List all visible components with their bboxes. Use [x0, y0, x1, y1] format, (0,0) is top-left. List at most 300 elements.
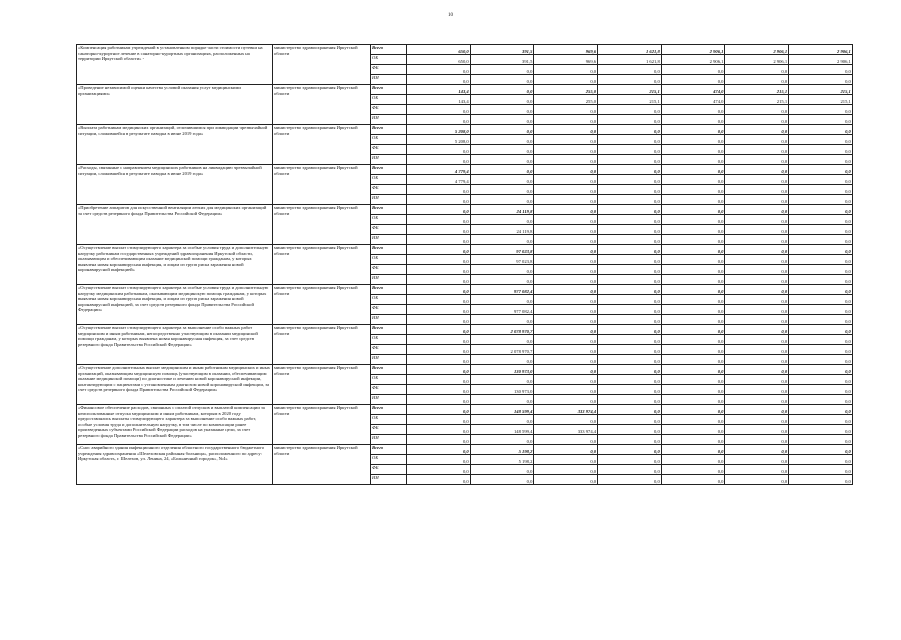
- value-cell: 0,0: [725, 475, 789, 485]
- value-cell: 130 973,0: [470, 365, 534, 375]
- value-cell: 0,0: [534, 295, 598, 305]
- value-cell: 0,0: [470, 155, 534, 165]
- value-cell: 0,0: [407, 465, 471, 475]
- value-cell: 0,0: [407, 115, 471, 125]
- value-cell: 0,0: [407, 215, 471, 225]
- activity-description: «Снос аварийного здания инфекционного отделения областного государственного бюджетного учреждения здравоохранения «Шелеховская районная больница», расположенного по адресу: Иркутская область, г. Шелехов, ул. Ленина, 24, «Больничный городок», №4»: [77, 445, 273, 485]
- activity-description: «Осуществление выплат стимулирующего характера за выполнение особо важных работ медицинским и иным работникам, непосредственно участвующим в оказании медицинской помощи гражданам, у которых выявлена новая коронавирусная инфекция, за счет средств резервного фонда Правительства Российской Федерации»: [77, 325, 273, 365]
- value-cell: 977 082,4: [470, 305, 534, 315]
- value-cell: 0,0: [725, 145, 789, 155]
- value-cell: 0,0: [470, 335, 534, 345]
- value-cell: 0,0: [470, 295, 534, 305]
- value-cell: 0,0: [789, 115, 853, 125]
- value-cell: 0,0: [470, 125, 534, 135]
- value-cell: 0,0: [534, 145, 598, 155]
- value-cell: 0,0: [534, 165, 598, 175]
- value-cell: 391,5: [470, 45, 534, 55]
- funding-source-cell: ИИ: [371, 155, 407, 165]
- value-cell: 0,0: [725, 215, 789, 225]
- value-cell: 0,0: [407, 245, 471, 255]
- value-cell: 0,0: [407, 285, 471, 295]
- value-cell: 0,0: [534, 395, 598, 405]
- value-cell: 0,0: [407, 305, 471, 315]
- value-cell: 0,0: [725, 305, 789, 315]
- value-cell: 0,0: [534, 265, 598, 275]
- value-cell: 0,0: [789, 155, 853, 165]
- value-cell: 0,0: [789, 355, 853, 365]
- funding-source-cell: ОБ: [371, 135, 407, 145]
- value-cell: 0,0: [598, 105, 662, 115]
- value-cell: 0,0: [725, 445, 789, 455]
- value-cell: 2 906,1: [725, 55, 789, 65]
- value-cell: 0,0: [725, 365, 789, 375]
- value-cell: 0,0: [725, 175, 789, 185]
- value-cell: 0,0: [598, 475, 662, 485]
- value-cell: 0,0: [470, 375, 534, 385]
- value-cell: 0,0: [407, 295, 471, 305]
- activity-description: «Проведение независимой оценки качества условий оказания услуг медицинскими организациями»: [77, 85, 273, 125]
- value-cell: 1 621,8: [598, 55, 662, 65]
- value-cell: 0,0: [534, 135, 598, 145]
- value-cell: 0,0: [598, 235, 662, 245]
- value-cell: 0,0: [789, 305, 853, 315]
- value-cell: 0,0: [407, 265, 471, 275]
- value-cell: 0,0: [598, 425, 662, 435]
- value-cell: 5 208,0: [407, 125, 471, 135]
- value-cell: 0,0: [661, 435, 725, 445]
- value-cell: 0,0: [470, 355, 534, 365]
- value-cell: 0,0: [598, 215, 662, 225]
- value-cell: 0,0: [789, 445, 853, 455]
- value-cell: 0,0: [598, 365, 662, 375]
- value-cell: 0,0: [598, 75, 662, 85]
- value-cell: 0,0: [534, 345, 598, 355]
- value-cell: 0,0: [661, 145, 725, 155]
- value-cell: 0,0: [661, 345, 725, 355]
- value-cell: 0,0: [789, 425, 853, 435]
- value-cell: 0,0: [661, 445, 725, 455]
- funding-source-cell: Всего: [371, 85, 407, 95]
- value-cell: 0,0: [725, 245, 789, 255]
- page-number: 10: [448, 13, 453, 18]
- value-cell: 0,0: [407, 455, 471, 465]
- value-cell: 0,0: [470, 475, 534, 485]
- funding-source-cell: ИИ: [371, 355, 407, 365]
- value-cell: 0,0: [470, 235, 534, 245]
- value-cell: 0,0: [661, 375, 725, 385]
- value-cell: 2 906,1: [661, 55, 725, 65]
- value-cell: 0,0: [407, 325, 471, 335]
- value-cell: 0,0: [725, 205, 789, 215]
- value-cell: 0,0: [789, 105, 853, 115]
- value-cell: 0,0: [470, 395, 534, 405]
- funding-source-cell: ИИ: [371, 275, 407, 285]
- funding-source-cell: ОБ: [371, 175, 407, 185]
- value-cell: 0,0: [789, 135, 853, 145]
- value-cell: 0,0: [661, 235, 725, 245]
- value-cell: 0,0: [534, 245, 598, 255]
- value-cell: 97 023,8: [470, 245, 534, 255]
- value-cell: 0,0: [661, 365, 725, 375]
- value-cell: 255,0: [534, 95, 598, 105]
- value-cell: 0,0: [470, 115, 534, 125]
- value-cell: 0,0: [407, 415, 471, 425]
- funding-source-cell: ИИ: [371, 195, 407, 205]
- value-cell: 2 078 970,7: [470, 325, 534, 335]
- value-cell: 0,0: [534, 305, 598, 315]
- value-cell: 0,0: [470, 145, 534, 155]
- executor-cell: министерство здравоохранения Иркутской области: [273, 165, 371, 205]
- activity-description: «Выплата работникам медицинских организаций, отличившимся при ликвидации чрезвычайной ситуации, сложившейся в результате паводка в июне 2019 года»: [77, 125, 273, 165]
- value-cell: 0,0: [534, 235, 598, 245]
- value-cell: 0,0: [789, 375, 853, 385]
- value-cell: 0,0: [598, 145, 662, 155]
- value-cell: 0,0: [598, 265, 662, 275]
- value-cell: 148 599,4: [470, 405, 534, 415]
- value-cell: 0,0: [725, 325, 789, 335]
- value-cell: 0,0: [407, 425, 471, 435]
- value-cell: 0,0: [789, 475, 853, 485]
- value-cell: 0,0: [661, 185, 725, 195]
- value-cell: 0,0: [789, 365, 853, 375]
- executor-cell: министерство здравоохранения Иркутской области: [273, 445, 371, 485]
- value-cell: 0,0: [789, 145, 853, 155]
- value-cell: 0,0: [470, 185, 534, 195]
- value-cell: 0,0: [725, 315, 789, 325]
- value-cell: 0,0: [470, 135, 534, 145]
- value-cell: 0,0: [661, 405, 725, 415]
- value-cell: 0,0: [598, 65, 662, 75]
- value-cell: 0,0: [789, 435, 853, 445]
- value-cell: 0,0: [598, 415, 662, 425]
- funding-source-cell: Всего: [371, 325, 407, 335]
- value-cell: 0,0: [534, 175, 598, 185]
- value-cell: 0,0: [789, 465, 853, 475]
- value-cell: 215,1: [789, 85, 853, 95]
- value-cell: 0,0: [789, 175, 853, 185]
- value-cell: 0,0: [407, 385, 471, 395]
- value-cell: 0,0: [534, 115, 598, 125]
- value-cell: 0,0: [789, 315, 853, 325]
- value-cell: 0,0: [470, 315, 534, 325]
- funding-source-cell: ФБ: [371, 185, 407, 195]
- value-cell: 0,0: [725, 415, 789, 425]
- value-cell: 0,0: [598, 165, 662, 175]
- value-cell: 0,0: [598, 245, 662, 255]
- table-row: [77, 85, 853, 95]
- value-cell: 0,0: [661, 265, 725, 275]
- table-row: [77, 405, 853, 415]
- value-cell: 0,0: [598, 185, 662, 195]
- value-cell: 0,0: [789, 285, 853, 295]
- value-cell: 0,0: [725, 115, 789, 125]
- value-cell: 0,0: [534, 185, 598, 195]
- value-cell: 0,0: [407, 375, 471, 385]
- value-cell: 0,0: [534, 155, 598, 165]
- activity-description: «Финансовое обеспечение расходов, связанных с оплатой отпусков и выплатой компенсации за неиспользованные отпуска медицинским и иным работникам, которым в 2020 году предоставлялись выплаты стимулирующего характера за выполнение особо важных работ, особые условия труда и дополнительную нагрузку, в том числе по компенсации ранее произведенных субъектами Российской Федерации расходов на указанные цели, за счет резервного фонда Правительства Российской Федерации»: [77, 405, 273, 445]
- value-cell: 0,0: [407, 435, 471, 445]
- value-cell: 0,0: [661, 205, 725, 215]
- value-cell: 474,0: [661, 85, 725, 95]
- value-cell: 977 082,4: [470, 285, 534, 295]
- executor-cell: министерство здравоохранения Иркутской области: [273, 45, 371, 85]
- value-cell: 0,0: [598, 345, 662, 355]
- value-cell: 4 779,4: [407, 175, 471, 185]
- table-row: [77, 285, 853, 295]
- value-cell: 0,0: [534, 435, 598, 445]
- funding-source-cell: ФБ: [371, 425, 407, 435]
- activity-description: «Расходы, связанные с направлением медицинских работников на ликвидацию чрезвычайной ситуации, сложившейся в результате паводка в июне 2019 года»: [77, 165, 273, 205]
- value-cell: 0,0: [661, 295, 725, 305]
- value-cell: 0,0: [470, 435, 534, 445]
- table-row: [77, 205, 853, 215]
- value-cell: 0,0: [725, 75, 789, 85]
- value-cell: 0,0: [470, 195, 534, 205]
- value-cell: 0,0: [470, 175, 534, 185]
- value-cell: 0,0: [725, 425, 789, 435]
- table-row: [77, 245, 853, 255]
- value-cell: 143,4: [407, 95, 471, 105]
- value-cell: 0,0: [407, 185, 471, 195]
- value-cell: 0,0: [789, 265, 853, 275]
- value-cell: 969,6: [534, 45, 598, 55]
- value-cell: 0,0: [598, 465, 662, 475]
- executor-cell: министерство здравоохранения Иркутской области: [273, 85, 371, 125]
- funding-source-cell: ИИ: [371, 75, 407, 85]
- value-cell: 0,0: [598, 325, 662, 335]
- funding-source-cell: Всего: [371, 165, 407, 175]
- value-cell: 391,5: [470, 55, 534, 65]
- value-cell: 0,0: [407, 65, 471, 75]
- value-cell: 0,0: [470, 105, 534, 115]
- value-cell: 0,0: [598, 395, 662, 405]
- value-cell: 0,0: [598, 435, 662, 445]
- table-body: [77, 45, 853, 485]
- value-cell: 0,0: [407, 145, 471, 155]
- value-cell: 969,6: [534, 55, 598, 65]
- value-cell: 0,0: [725, 345, 789, 355]
- value-cell: 0,0: [407, 205, 471, 215]
- value-cell: 0,0: [661, 275, 725, 285]
- value-cell: 24 119,8: [470, 225, 534, 235]
- value-cell: 0,0: [789, 325, 853, 335]
- value-cell: 0,0: [534, 365, 598, 375]
- value-cell: 0,0: [725, 435, 789, 445]
- funding-source-cell: ФБ: [371, 265, 407, 275]
- value-cell: 0,0: [407, 445, 471, 455]
- value-cell: 0,0: [789, 345, 853, 355]
- value-cell: 0,0: [534, 325, 598, 335]
- value-cell: 215,1: [725, 95, 789, 105]
- funding-source-cell: ФБ: [371, 225, 407, 235]
- value-cell: 0,0: [661, 245, 725, 255]
- value-cell: 0,0: [725, 265, 789, 275]
- value-cell: 2 906,1: [789, 45, 853, 55]
- value-cell: 0,0: [534, 75, 598, 85]
- value-cell: 0,0: [789, 395, 853, 405]
- value-cell: 0,0: [407, 365, 471, 375]
- value-cell: 0,0: [598, 305, 662, 315]
- value-cell: 5 208,0: [407, 135, 471, 145]
- value-cell: 0,0: [789, 235, 853, 245]
- value-cell: 0,0: [661, 135, 725, 145]
- value-cell: 0,0: [725, 185, 789, 195]
- value-cell: 0,0: [661, 325, 725, 335]
- value-cell: 0,0: [470, 85, 534, 95]
- value-cell: 0,0: [725, 135, 789, 145]
- funding-source-cell: ИИ: [371, 475, 407, 485]
- value-cell: 474,0: [661, 95, 725, 105]
- value-cell: 0,0: [661, 195, 725, 205]
- funding-source-cell: ФБ: [371, 385, 407, 395]
- table-row: [77, 165, 853, 175]
- funding-source-cell: ОБ: [371, 55, 407, 65]
- funding-source-cell: ОБ: [371, 455, 407, 465]
- value-cell: 0,0: [725, 335, 789, 345]
- executor-cell: министерство здравоохранения Иркутской области: [273, 365, 371, 405]
- value-cell: 0,0: [725, 385, 789, 395]
- executor-cell: министерство здравоохранения Иркутской области: [273, 205, 371, 245]
- value-cell: 0,0: [534, 335, 598, 345]
- value-cell: 0,0: [598, 385, 662, 395]
- value-cell: 0,0: [470, 465, 534, 475]
- value-cell: 0,0: [534, 385, 598, 395]
- value-cell: 0,0: [407, 255, 471, 265]
- value-cell: 0,0: [598, 175, 662, 185]
- value-cell: 0,0: [598, 455, 662, 465]
- funding-source-cell: Всего: [371, 365, 407, 375]
- value-cell: 0,0: [598, 445, 662, 455]
- value-cell: 0,0: [725, 455, 789, 465]
- table-row: [77, 365, 853, 375]
- value-cell: 0,0: [470, 215, 534, 225]
- funding-source-cell: Всего: [371, 205, 407, 215]
- value-cell: 0,0: [534, 125, 598, 135]
- value-cell: 0,0: [789, 295, 853, 305]
- value-cell: 0,0: [534, 455, 598, 465]
- value-cell: 0,0: [725, 275, 789, 285]
- value-cell: 143,4: [407, 85, 471, 95]
- funding-source-cell: ФБ: [371, 465, 407, 475]
- value-cell: 0,0: [661, 355, 725, 365]
- funding-source-cell: ОБ: [371, 295, 407, 305]
- funding-source-cell: ФБ: [371, 345, 407, 355]
- value-cell: 148 599,4: [470, 425, 534, 435]
- value-cell: 0,0: [661, 115, 725, 125]
- value-cell: 0,0: [598, 135, 662, 145]
- value-cell: 0,0: [470, 165, 534, 175]
- value-cell: 0,0: [470, 65, 534, 75]
- value-cell: 0,0: [470, 275, 534, 285]
- value-cell: 0,0: [725, 105, 789, 115]
- value-cell: 0,0: [598, 405, 662, 415]
- value-cell: 0,0: [598, 155, 662, 165]
- value-cell: 0,0: [789, 215, 853, 225]
- value-cell: 0,0: [534, 195, 598, 205]
- value-cell: 0,0: [789, 65, 853, 75]
- value-cell: 0,0: [725, 355, 789, 365]
- value-cell: 0,0: [661, 285, 725, 295]
- value-cell: 215,1: [598, 95, 662, 105]
- value-cell: 0,0: [534, 275, 598, 285]
- value-cell: 0,0: [661, 65, 725, 75]
- value-cell: 0,0: [661, 315, 725, 325]
- value-cell: 0,0: [407, 335, 471, 345]
- value-cell: 333 974,4: [534, 425, 598, 435]
- value-cell: 0,0: [661, 75, 725, 85]
- value-cell: 0,0: [407, 155, 471, 165]
- value-cell: 0,0: [598, 315, 662, 325]
- value-cell: 0,0: [789, 415, 853, 425]
- value-cell: 0,0: [661, 165, 725, 175]
- funding-source-cell: ОБ: [371, 375, 407, 385]
- value-cell: 0,0: [725, 395, 789, 405]
- value-cell: 0,0: [534, 65, 598, 75]
- executor-cell: министерство здравоохранения Иркутской области: [273, 325, 371, 365]
- value-cell: 0,0: [598, 295, 662, 305]
- funding-source-cell: ОБ: [371, 335, 407, 345]
- funding-source-cell: ИИ: [371, 235, 407, 245]
- value-cell: 0,0: [598, 115, 662, 125]
- value-cell: 0,0: [661, 175, 725, 185]
- activity-description: «Осуществление выплат стимулирующего характера за особые условия труда и дополнительную нагрузку медицинским работникам, оказывающим медицинскую помощь гражданам, у которых выявлена новая коронавирусная инфекция, и лицам из групп риска заражения новой коронавирусной инфекцией, за счет средств резервного фонда Правительства Российской Федерации»: [77, 285, 273, 325]
- value-cell: 0,0: [725, 295, 789, 305]
- executor-cell: министерство здравоохранения Иркутской области: [273, 125, 371, 165]
- value-cell: 0,0: [789, 385, 853, 395]
- value-cell: 0,0: [598, 285, 662, 295]
- value-cell: 0,0: [725, 255, 789, 265]
- value-cell: 0,0: [725, 235, 789, 245]
- value-cell: 0,0: [661, 475, 725, 485]
- value-cell: 0,0: [407, 105, 471, 115]
- value-cell: 650,0: [407, 55, 471, 65]
- value-cell: 215,1: [789, 95, 853, 105]
- value-cell: 0,0: [534, 465, 598, 475]
- executor-cell: министерство здравоохранения Иркутской области: [273, 245, 371, 285]
- value-cell: 0,0: [661, 395, 725, 405]
- value-cell: 0,0: [598, 205, 662, 215]
- activity-description: «Приобретение аппаратов для искусственной вентиляции легких для медицинских организаций за счет средств резервного фонда Правительства Российской Федерации»: [77, 205, 273, 245]
- value-cell: 0,0: [598, 195, 662, 205]
- value-cell: 0,0: [725, 165, 789, 175]
- value-cell: 0,0: [661, 215, 725, 225]
- value-cell: 0,0: [789, 205, 853, 215]
- table-row: [77, 45, 853, 55]
- value-cell: 215,1: [725, 85, 789, 95]
- value-cell: 0,0: [661, 425, 725, 435]
- value-cell: 0,0: [470, 265, 534, 275]
- value-cell: 0,0: [598, 335, 662, 345]
- value-cell: 0,0: [725, 285, 789, 295]
- value-cell: 5 198,2: [470, 455, 534, 465]
- activity-description: «Осуществление дополнительных выплат медицинским и иным работникам медицинских и иных организаций, оказывающим медицинскую помощь (участвующим в оказании, обеспечивающим оказание медицинской помощи) по диагностике и лечению новой коронавирусной инфекции, контактирующим с пациентами с установленным диагнозом новой коронавирусной инфекции, за счет средств резервного фонда Правительства Российской Федерации»: [77, 365, 273, 405]
- value-cell: 1 621,8: [598, 45, 662, 55]
- value-cell: 0,0: [661, 225, 725, 235]
- value-cell: 0,0: [470, 415, 534, 425]
- value-cell: 0,0: [789, 195, 853, 205]
- value-cell: 0,0: [534, 355, 598, 365]
- value-cell: 0,0: [407, 345, 471, 355]
- value-cell: 0,0: [661, 125, 725, 135]
- value-cell: 0,0: [789, 165, 853, 175]
- value-cell: 215,1: [598, 85, 662, 95]
- value-cell: 0,0: [598, 375, 662, 385]
- value-cell: 0,0: [534, 315, 598, 325]
- funding-source-cell: ИИ: [371, 315, 407, 325]
- funding-source-cell: ОБ: [371, 95, 407, 105]
- value-cell: 0,0: [661, 305, 725, 315]
- value-cell: 0,0: [407, 75, 471, 85]
